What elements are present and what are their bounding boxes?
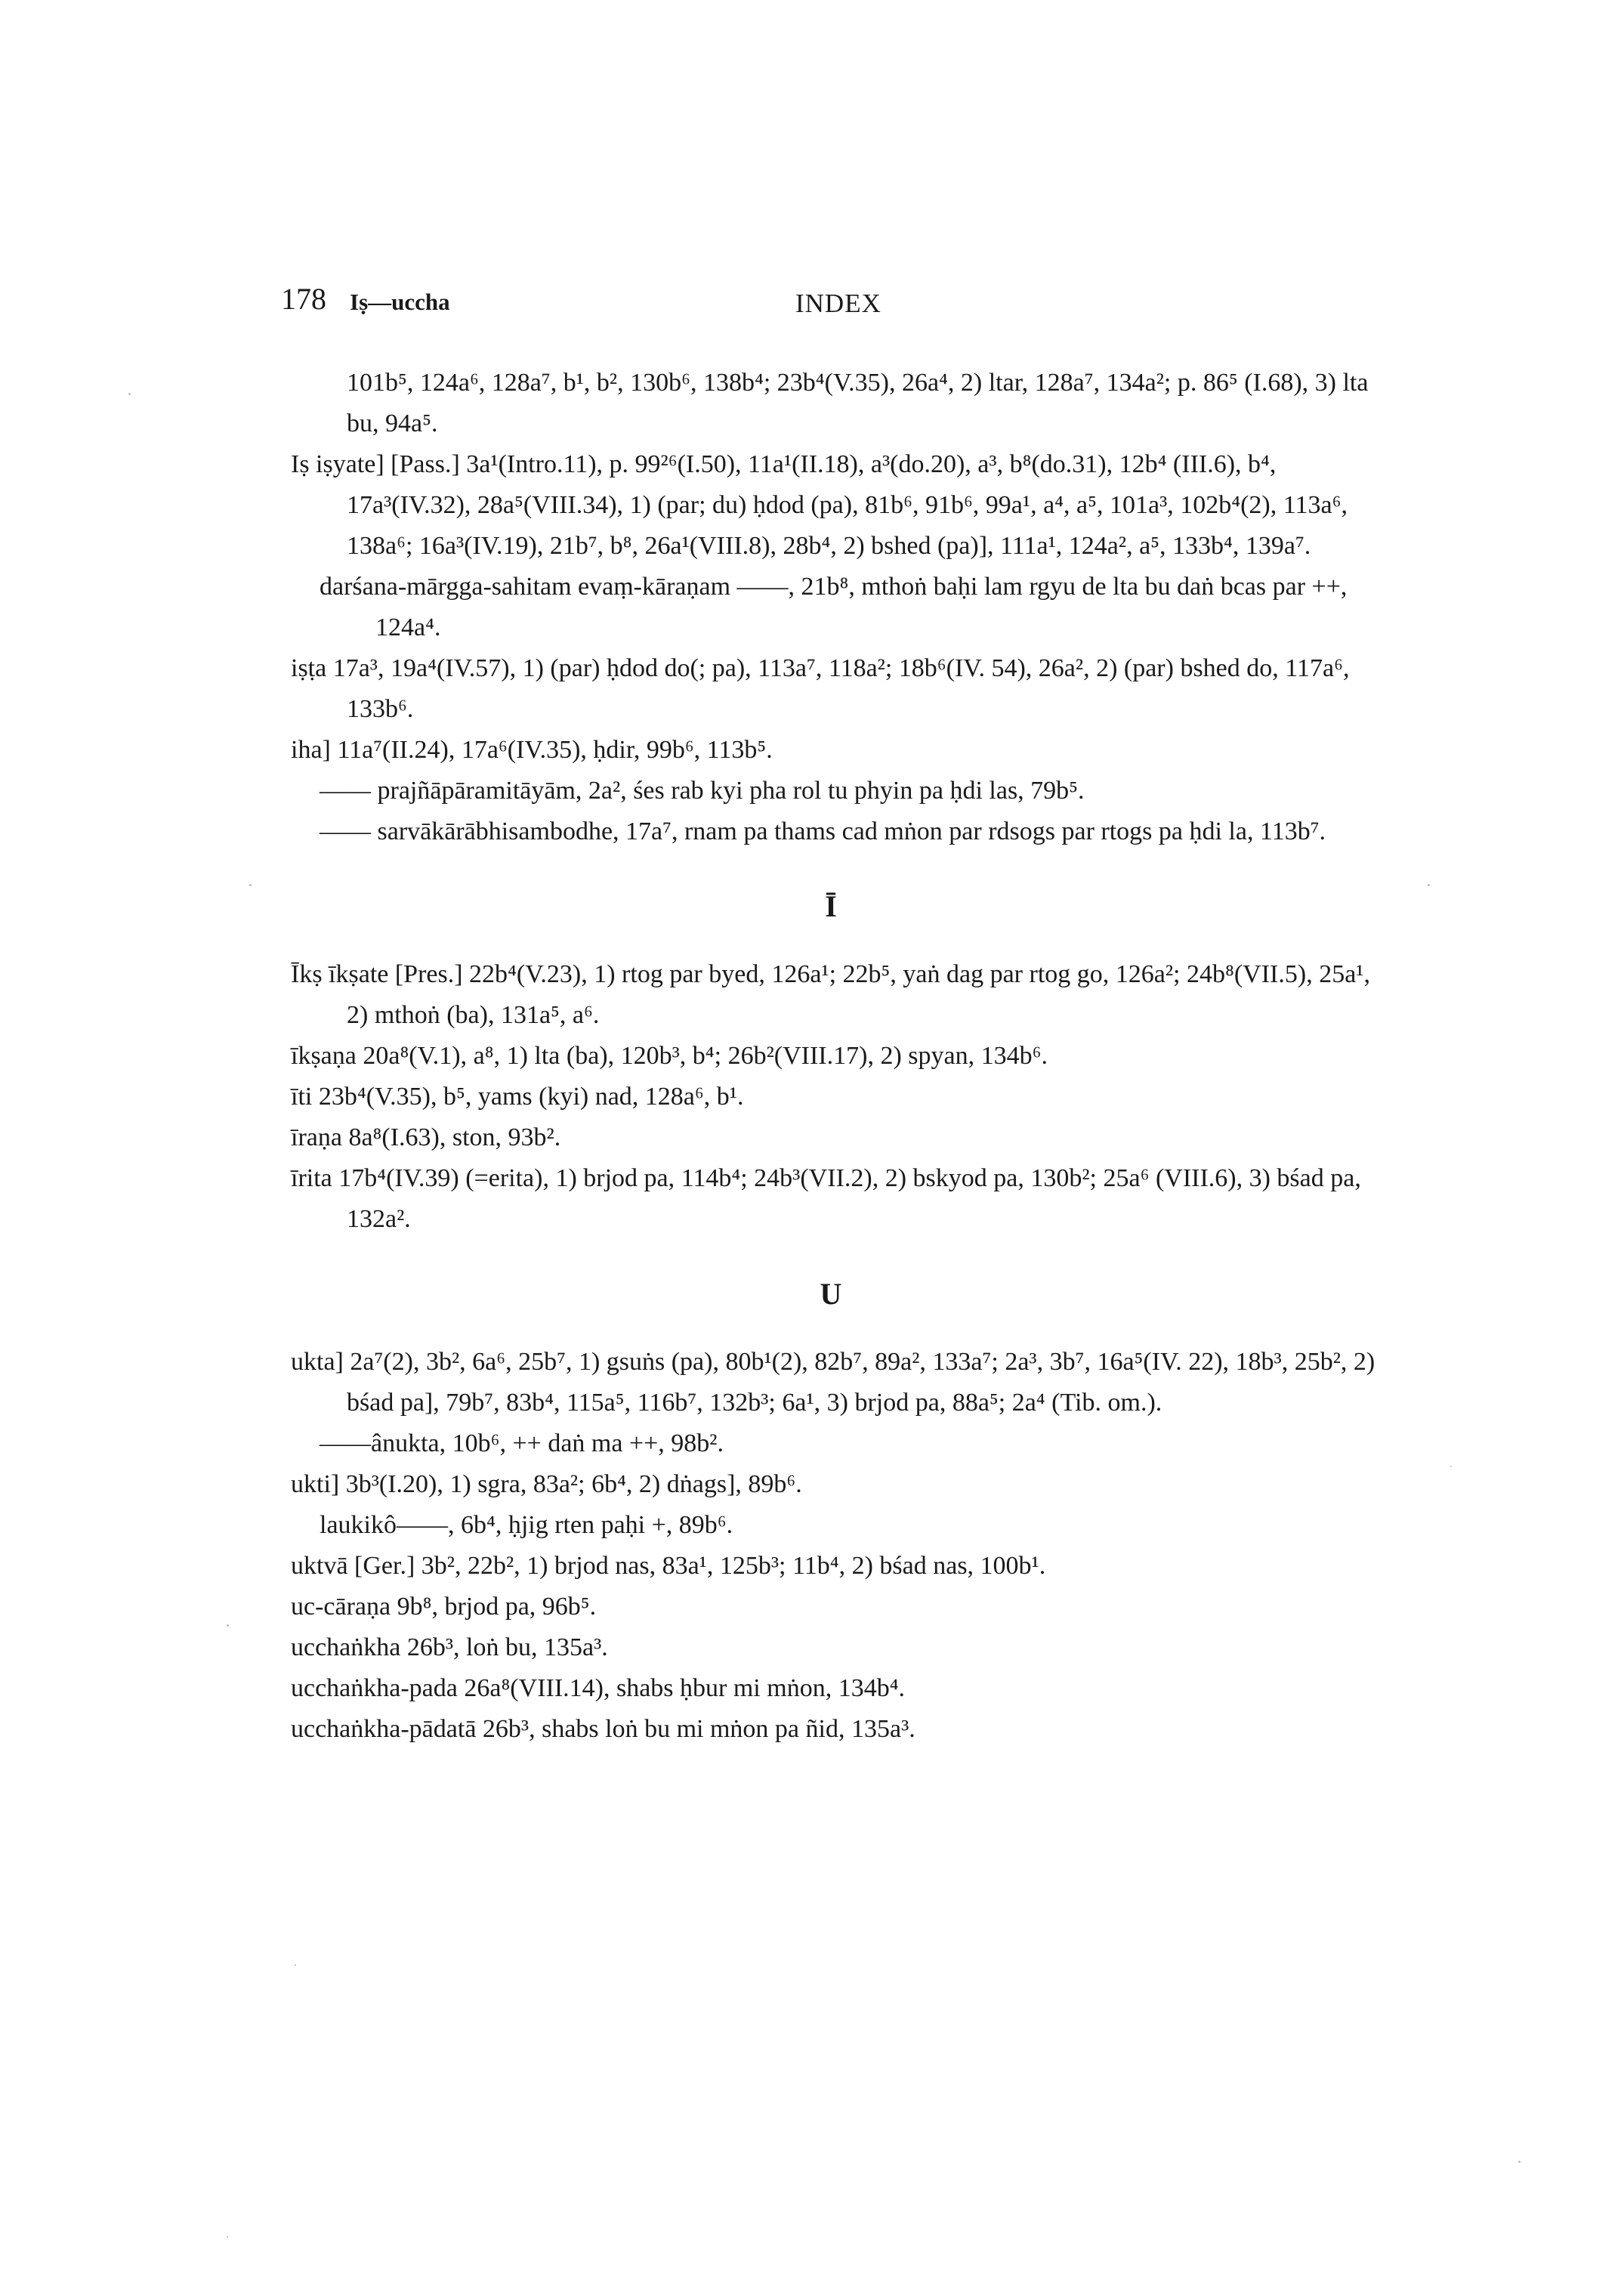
- page-number: 178: [281, 282, 326, 316]
- page-header: [0, 281, 1624, 326]
- index-entry: —— sarvākārābhisambodhe, 17a⁷, rnam pa thams cad mṅon par rdsogs par rtogs pa ḥdi la, 113b⁷.: [320, 817, 1326, 845]
- running-head: Iṣ—uccha: [350, 289, 450, 315]
- index-entry: ukta] 2a⁷(2), 3b², 6a⁶, 25b⁷, 1) gsuṅs (pa), 80b¹(2), 82b⁷, 89a², 133a⁷; 2a³, 3b⁷, 16a⁵(IV. 22), 18b³, 25b², 2) bśad pa], 79b⁷, 83b⁴, 115a⁵, 116b⁷, 132b³; 6a¹, 3) brjod pa, 88a⁵; 2a⁴ (Tib. om.).: [291, 1348, 1375, 1417]
- index-entry: darśana-mārgga-sahitam evaṃ-kāraṇam ——, 21b⁸, mthoṅ baḥi lam rgyu de lta bu daṅ bcas par ++, 124a⁴.: [320, 573, 1348, 641]
- index-entry: ——ânukta, 10b⁶, ++ daṅ ma ++, 98b².: [320, 1429, 724, 1457]
- index-entry: Īkṣ īkṣate [Pres.] 22b⁴(V.23), 1) rtog par byed, 126a¹; 22b⁵, yaṅ dag par rtog go, 126a²; 24b⁸(VII.5), 25a¹, 2) mthoṅ (ba), 131a⁵, a⁶.: [291, 960, 1370, 1029]
- index-entry: īti 23b⁴(V.35), b⁵, yams (kyi) nad, 128a⁶, b¹.: [291, 1083, 744, 1111]
- index-entry: 101b⁵, 124a⁶, 128a⁷, b¹, b², 130b⁶, 138b⁴; 23b⁴(V.35), 26a⁴, 2) ltar, 128a⁷, 134a²; p. 86⁵ (I.68), 3) lta bu, 94a⁵.: [347, 369, 1369, 437]
- index-entry: īrita 17b⁴(IV.39) (=erita), 1) brjod pa, 114b⁴; 24b³(VII.2), 2) bskyod pa, 130b²; 25a⁶ (VIII.6), 3) bśad pa, 132a².: [291, 1164, 1361, 1233]
- section-letter: Ī: [825, 889, 837, 923]
- index-entry: īraṇa 8a⁸(I.63), ston, 93b².: [291, 1123, 561, 1151]
- index-entry: ucchaṅkha 26b³, loṅ bu, 135a³.: [291, 1633, 608, 1661]
- index-entry: ucchaṅkha-pada 26a⁸(VIII.14), shabs ḥbur mi mṅon, 134b⁴.: [291, 1674, 906, 1702]
- index-entry: uktvā [Ger.] 3b², 22b², 1) brjod nas, 83a¹, 125b³; 11b⁴, 2) bśad nas, 100b¹.: [291, 1552, 1046, 1580]
- index-entry: īkṣaṇa 20a⁸(V.1), a⁸, 1) lta (ba), 120b³, b⁴; 26b²(VIII.17), 2) spyan, 134b⁶.: [291, 1042, 1048, 1070]
- index-entry: laukikô——, 6b⁴, ḥjig rten paḥi +, 89b⁶.: [320, 1511, 733, 1539]
- index-entry: iha] 11a⁷(II.24), 17a⁶(IV.35), ḥdir, 99b⁶, 113b⁵.: [291, 736, 773, 764]
- index-entry: ukti] 3b³(I.20), 1) sgra, 83a²; 6b⁴, 2) dṅags], 89b⁶.: [291, 1470, 802, 1498]
- index-entry: ucchaṅkha-pādatā 26b³, shabs loṅ bu mi mṅon pa ñid, 135a³.: [291, 1715, 915, 1743]
- index-entries: [291, 363, 1386, 1750]
- index-entry: iṣṭa 17a³, 19a⁴(IV.57), 1) (par) ḥdod do(; pa), 113a⁷, 118a²; 18b⁶(IV. 54), 26a², 2) (par) bshed do, 117a⁶, 133b⁶.: [291, 654, 1350, 723]
- index-entry: uc-cāraṇa 9b⁸, brjod pa, 96b⁵.: [291, 1593, 597, 1621]
- index-entry: Iṣ iṣyate] [Pass.] 3a¹(Intro.11), p. 99²⁶(I.50), 11a¹(II.18), a³(do.20), a³, b⁸(do.31), 12b⁴ (III.6), b⁴, 17a³(IV.32), 28a⁵(VIII.34), 1) (par; du) ḥdod (pa), 81b⁶, 91b⁶, 99a¹, a⁴, a⁵, 101a³, 102b⁴(2), 113a⁶, 138a⁶; 16a³(IV.19), 21b⁷, b⁸, 26a¹(VIII.8), 28b⁴, 2) bshed (pa)], 111a¹, 124a², a⁵, 133b⁴, 139a⁷.: [291, 450, 1348, 560]
- index-entry: —— prajñāpāramitāyām, 2a², śes rab kyi pha rol tu phyin pa ḥdi las, 79b⁵.: [320, 777, 1085, 805]
- section-letter: U: [820, 1277, 842, 1311]
- page-title: INDEX: [795, 289, 881, 318]
